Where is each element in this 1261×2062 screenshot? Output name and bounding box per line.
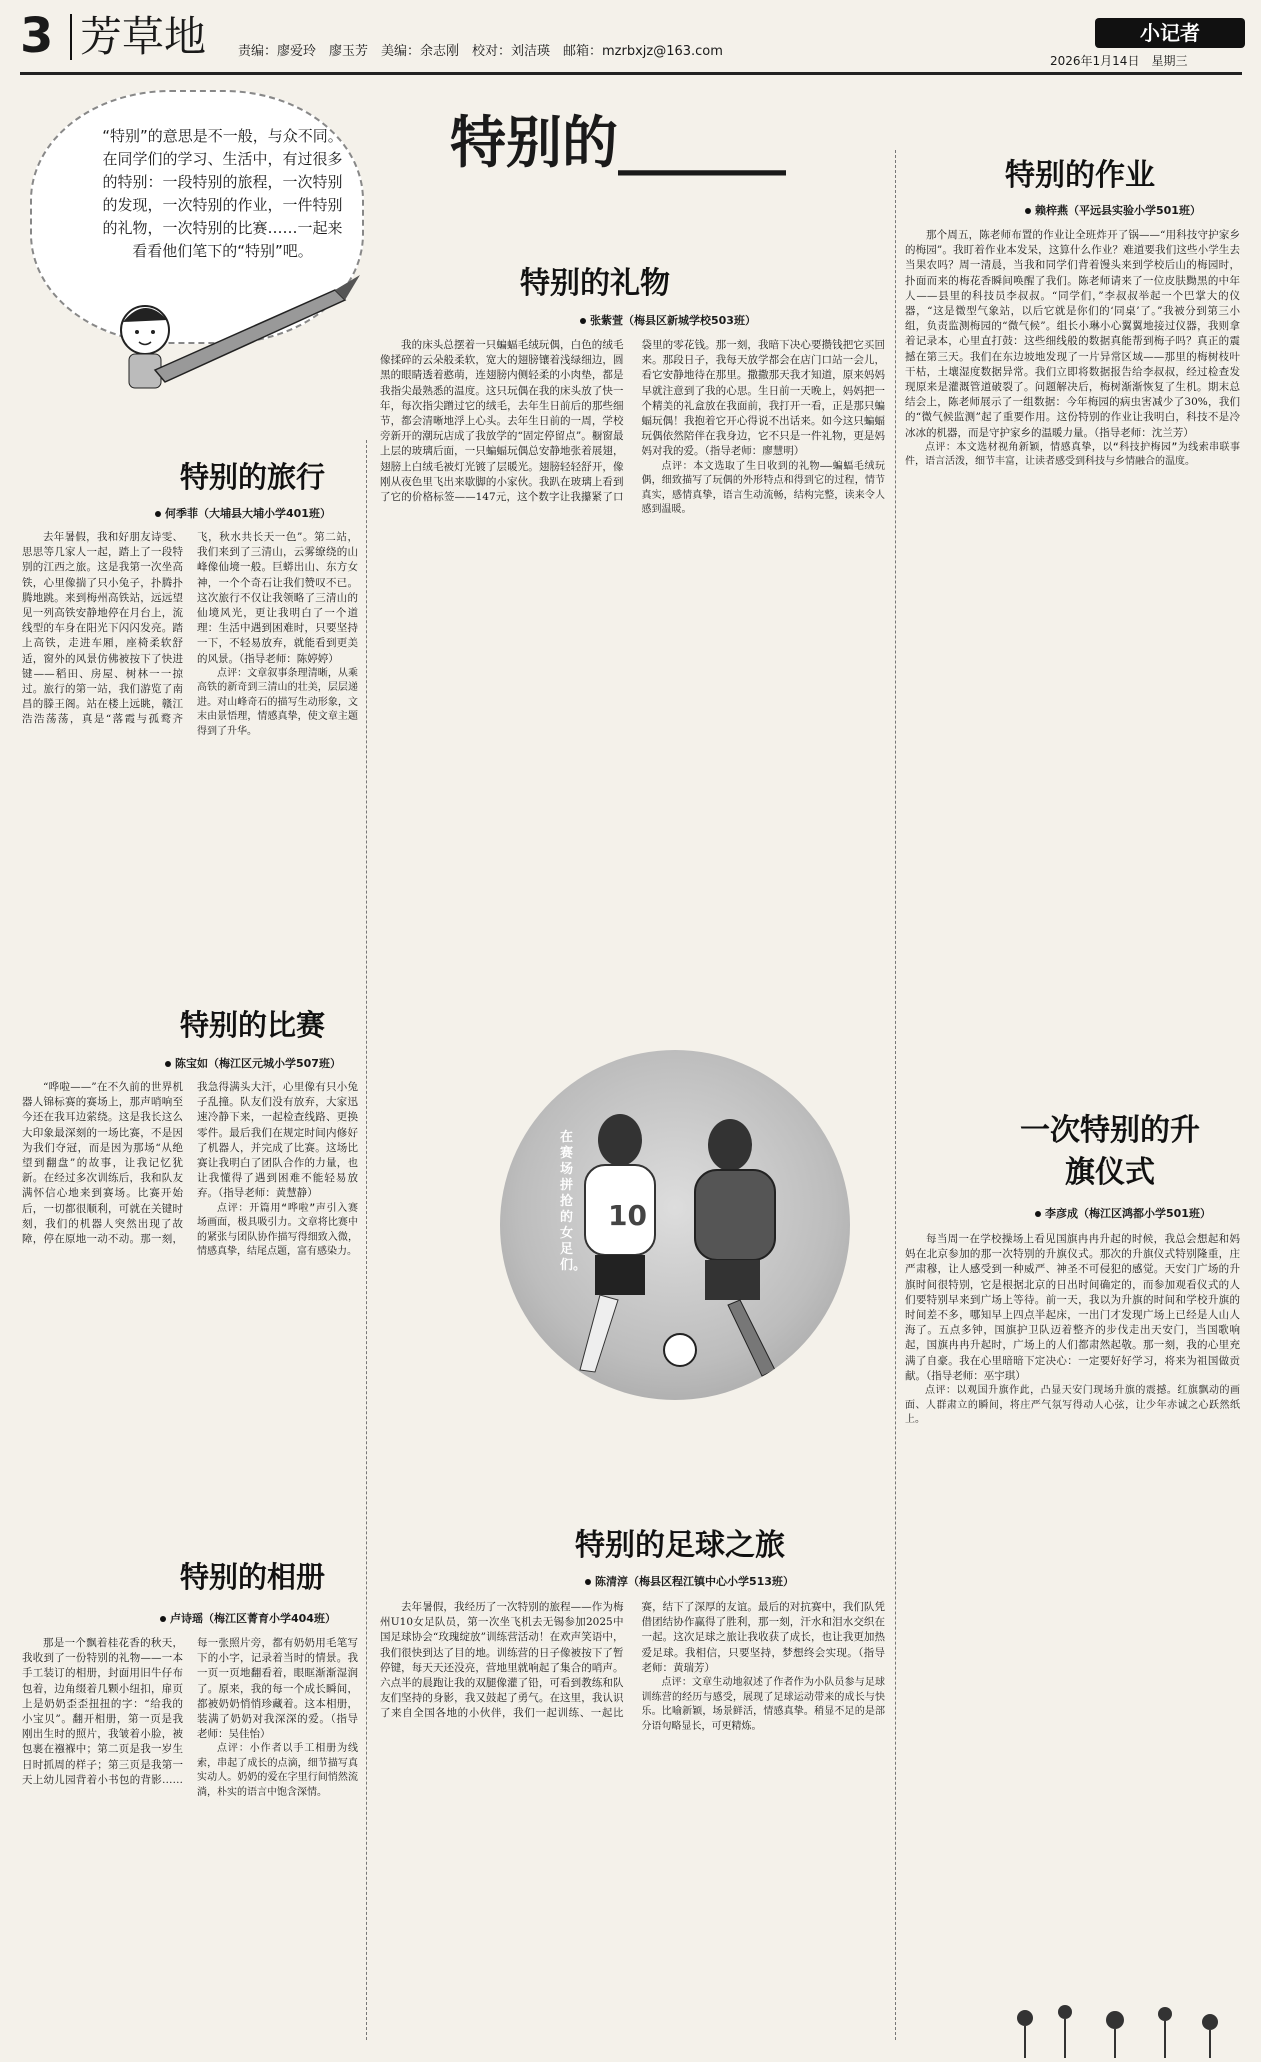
header-rule: [20, 72, 1242, 75]
article-title-travel: 特别的旅行: [180, 460, 326, 494]
author-name: 卢诗瑶（梅江区菁育小学404班）: [170, 1612, 336, 1625]
comment-text: 点评：文章叙事条理清晰，从乘高铁的新奇到三清山的壮美，层层递进。对山峰奇石的描写生动形象，文末由景悟理，情感真挚，使文章主题得到了升华。: [197, 667, 358, 737]
main-title: 特别的______: [450, 111, 786, 176]
body-text: 那个周五，陈老师布置的作业让全班炸开了锅——“用科技守护家乡的梅园”。我盯着作业本发呆，这算什么作业？难道要我们这些小学生去当果农吗？周一清晨，当我和同学们背着馒头来到学校后山的梅园时，扑面而来的梅花香瞬间唤醒了我们。陈老师请来了一位皮肤黝黑的中年人——县里的科技员李叔叔。“同学们，”李叔叔举起一个巴掌大的仪器，“这是微型气象站，以后它就是你们的‘同桌’了。”我被分到第三小组，负责监测梅园的“微气候”。组长小琳小心翼翼地接过仪器，我则拿着记录本，心里直打鼓：这些细线般的数据真能帮到梅子吗？真正的震撼在第三天。我们在东边坡地发现了一片异常区域——那里的梅树枝叶干枯，土壤湿度数据异常。我们立即将数据报告给李叔叔，经过检查发现原来是灌溉管道破裂了。问题解决后，梅树渐渐恢复了生机。期末总结会上，陈老师展示了一组数据：今年梅园的病虫害减少了30%，我们的“微气候监测”起了重要作用。这份特别的作业让我明白，科技不是冷冰冰的机器，而是守护家乡的温暖力量。（指导老师：沈兰芳）: [905, 229, 1240, 439]
article-author-gift: [580, 312, 756, 328]
body-text: 每当周一在学校操场上看见国旗冉冉升起的时候，我总会想起和妈妈在北京参加的那一次特别的升旗仪式。那次的升旗仪式特别隆重，庄严肃穆，让人感受到一种威严、神圣不可侵犯的感觉。天安门广场的升旗时间很特别，它是根据北京的日出时间确定的，而参加观看仪式的人们要特别早来到广场上等待。前一天，我以为升旗的时间和学校升旗的时间差不多，哪知早上四点半起床，一出门才发现广场上已经是人山人海了。五点多钟，国旗护卫队迈着整齐的步伐走出天安门，当国歌响起，国旗冉冉升起时，广场上的人们都肃然起敬。那一刻，我的心里充满了自豪。我在心里暗暗下定决心：一定要好好学习，将来为祖国做贡献。（指导老师：巫宇琪）: [905, 1233, 1240, 1382]
author-name: 张紫萱（梅县区新城学校503班）: [590, 314, 756, 327]
article-body-gift: [380, 338, 885, 928]
intro-text: “特别”的意思是不一般，与众不同。在同学们的学习、生活中，有过很多的特别：一段特别的旅程，一次特别的发现，一次特别的作业，一件特别的礼物，一次特别的比赛……一起来看看他们笔下的“特别”吧。: [102, 127, 343, 260]
article-author-album: [160, 1610, 336, 1626]
bullet-icon: [1035, 1211, 1041, 1217]
article-title-gift: 特别的礼物: [520, 266, 670, 301]
article-body-travel: [22, 530, 358, 990]
football-photo: [500, 1050, 850, 1400]
article-author-flag: [1035, 1205, 1211, 1221]
article-title-flag: 一次特别的升旗仪式: [1020, 1113, 1200, 1190]
author-name: 陈清淳（梅县区程江镇中心小学513班）: [595, 1575, 794, 1588]
body-text: 去年暑假，我和好朋友诗雯、思思等几家人一起，踏上了一段特别的江西之旅。这是我第一次坐高铁，心里像揣了只小兔子，扑腾扑腾地跳。来到梅州高铁站，远远望见一列高铁安静地停在月台上，流线型的车身在阳光下闪闪发亮。踏上高铁，走进车厢，座椅柔软舒适，窗外的风景仿佛被按下了快进键——稻田、房屋、树林一一掠过。旅行的第一站，我们游览了南昌的滕王阁。站在楼上远眺，赣江浩浩荡荡，真是“落霞与孤鹜齐飞，秋水共长天一色”。第二站，我们来到了三清山，云雾缭绕的山峰像仙境一般。巨蟒出山、东方女神，一个个奇石让我们赞叹不已。这次旅行不仅让我领略了三清山的仙境风光，更让我明白了一个道理：生活中遇到困难时，只要坚持一下，不轻易放弃，就能看到更美的风景。（指导老师：陈婷婷）: [22, 531, 358, 726]
football-players-illustration: [500, 1050, 850, 1400]
bullet-icon: [1025, 208, 1031, 214]
brand-label: 小记者: [1140, 21, 1200, 45]
bullet-icon: [160, 1616, 166, 1622]
article-body-album: [22, 1636, 358, 2046]
svg-text:10: 10: [608, 1199, 647, 1232]
comment-text: 点评：以观国升旗作此，凸显天安门现场升旗的震撼。红旗飘动的画面、人群肃立的瞬间，将庄严气氛写得动人心弦，让少年赤诚之心跃然纸上。: [905, 1385, 1240, 1426]
article-title-match: 特别的比赛: [180, 1008, 326, 1042]
body-text: 去年暑假，我经历了一次特别的旅程——作为梅州U10女足队员，第一次坐飞机去无锡参加2025中国足球协会“玫瑰绽放”训练营活动！在欢声笑语中，我们很快到达了目的地。训练营的日子像被按下了暂停键，每天天还没亮，营地里就响起了集合的哨声。六点半的晨跑让我的双腿像灌了铅，可看到教练和队友们坚持的身影，我又鼓起了勇气。在这里，我认识了来自全国各地的小伙伴，我们一起训练、一起比赛，结下了深厚的友谊。最后的对抗赛中，我们队凭借团结协作赢得了胜利，那一刻，汗水和泪水交织在一起。这次足球之旅让我收获了成长，也让我更加热爱足球。我相信，只要坚持，梦想终会实现。（指导老师：黄瑞芳）: [380, 1601, 885, 1720]
bullet-icon: [585, 1579, 591, 1585]
comment-text: 点评：文章生动地叙述了作者作为小队员参与足球训练营的经历与感受，展现了足球运动带来的成长与快乐。比喻新颖，场景鲜活，情感真挚。稍显不足的是部分语句略显长，可更精炼。: [641, 1677, 885, 1732]
separator-right: [895, 150, 896, 2040]
article-body-match: [22, 1080, 358, 1520]
photo-caption: 在赛场拼抢的女足们。: [560, 1130, 587, 1273]
comment-text: 点评：小作者以手工相册为线索，串起了成长的点滴，细节描写真实动人。奶奶的爱在字里行间悄然流淌，朴实的语言中饱含深情。: [197, 1743, 358, 1798]
page-header: [0, 0, 1261, 70]
brand-badge: [1095, 18, 1245, 48]
bullet-icon: [580, 318, 586, 324]
separator-left: [366, 440, 367, 2040]
page-number: 3: [20, 8, 54, 64]
child-with-pen-illustration: [105, 270, 365, 420]
article-author-homework: [1025, 202, 1201, 218]
author-name: 李彦成（梅江区鸿都小学501班）: [1045, 1207, 1211, 1220]
body-text: 我的床头总摆着一只蝙蝠毛绒玩偶，白色的绒毛像揉碎的云朵般柔软，宽大的翅膀镶着浅绿细边，圆黑的眼睛透着憨萌，连翅膀内侧轻柔的小肉垫，都是我指尖最熟悉的温度。这只玩偶在我的床头放了快一年，每次指尖蹭过它的绒毛，去年生日前后的那些细节，都会清晰地浮上心头。去年生日前的一周，学校旁新开的潮玩店成了我放学的“固定停留点”。橱窗最上层的玻璃后面，一只蝙蝠玩偶总安静地张着展翅，翅膀上白绒毛被灯光镀了层暖光。翅膀轻轻舒开，像刚从夜色里飞出来歇脚的小家伙。我趴在玻璃上看到了它的价格标签——147元，这个数字让我攥紧了口袋里的零花钱。那一刻，我暗下决心要攒钱把它买回来。那段日子，我每天放学都会在店门口站一会儿，看它安静地待在那里。撒撒那天我才知道，原来妈妈早就注意到了我的心思。生日前一天晚上，妈妈把一个精美的礼盒放在我面前，我打开一看，正是那只蝙蝠玩偶！我抱着它开心得说不出话来。如今这只蝙蝠玩偶依然陪伴在我身边，它不只是一件礼物，更是妈妈对我的爱。（指导老师：廖慧明）: [380, 339, 885, 504]
bullet-icon: [155, 511, 161, 517]
flower-decoration: [1005, 1998, 1245, 2058]
article-title-homework: 特别的作业: [1005, 158, 1155, 193]
comment-text: 点评：本文选取了生日收到的礼物——蝙蝠毛绒玩偶，细致描写了玩偶的外形特点和得到它的过程，情节真实，感情真挚，语言生动流畅，结构完整，读来令人感到温暖。: [641, 460, 885, 516]
author-name: 赖梓燕（平远县实验小学501班）: [1035, 204, 1201, 217]
article-body-homework: [905, 228, 1240, 1058]
article-author-match: [165, 1055, 341, 1071]
article-title-album: 特别的相册: [180, 1560, 326, 1594]
body-text: 那是一个飘着桂花香的秋天，我收到了一份特别的礼物——一本手工装订的相册，封面用旧牛仔布包着，边角缀着几颗小纽扣，扉页上是奶奶歪歪扭扭的字：“给我的小宝贝”。翻开相册，第一页是我刚出生时的照片，我皱着小脸，被包裹在襁褓中；第二页是我一岁生日时抓周的样子；第三页是我第一天上幼儿园背着小书包的背影……每一张照片旁，都有奶奶用毛笔写下的小字，记录着当时的情景。我一页一页地翻看着，眼眶渐渐湿润了。原来，我的每一个成长瞬间，都被奶奶悄悄珍藏着。这本相册，装满了奶奶对我深深的爱。（指导老师：吴佳怡）: [22, 1637, 358, 1786]
author-name: 陈宝如（梅江区元城小学507班）: [175, 1057, 341, 1070]
article-title-football: 特别的足球之旅: [575, 1528, 785, 1563]
article-author-football: [585, 1573, 794, 1589]
body-text: “哗啦——”在不久前的世界机器人锦标赛的赛场上，那声哨响至今还在我耳边萦绕。这是我长这么大印象最深刻的一场比赛，不是因为我们夺冠，而是因为那场“从绝望到翻盘”的故事，让我记忆犹新。在经过多次训练后，我和队友满怀信心地来到赛场。比赛开始后，一切都很顺利，可就在关键时刻，我们的机器人突然出现了故障，停在原地一动不动。那一刻，我急得满头大汗，心里像有只小兔子乱撞。队友们没有放弃，大家迅速冷静下来，一起检查线路、更换零件。最后我们在规定时间内修好了机器人，并完成了比赛。这场比赛让我明白了团队合作的力量，也让我懂得了遇到困难不能轻易放弃。（指导老师：黄慧静）: [22, 1081, 358, 1246]
comment-text: 点评：开篇用“哗啦”声引入赛场画面，极具吸引力。文章将比赛中的紧张与团队协作描写得细致入微，情感真挚，结尾点题，富有感染力。: [197, 1202, 358, 1258]
issue-date: 2026年1月14日 星期三: [1050, 54, 1188, 68]
section-title: 芳草地: [80, 12, 207, 61]
article-body-football: [380, 1600, 885, 2045]
author-name: 何季菲（大埔县大埔小学401班）: [165, 507, 331, 520]
article-body-flag: [905, 1232, 1240, 2012]
header-divider: [70, 14, 72, 60]
bullet-icon: [165, 1061, 171, 1067]
header-credits: 责编：廖爱玲 廖玉芳 美编：余志刚 校对：刘洁瑛 邮箱：mzrbxjz@163.com: [238, 44, 723, 59]
article-author-travel: [155, 505, 331, 521]
comment-text: 点评：本文选材视角新颖，情感真挚，以“科技护梅园”为线索串联事件，语言活泼，细节丰富，让读者感受到科技与乡情融合的温度。: [905, 441, 1240, 468]
